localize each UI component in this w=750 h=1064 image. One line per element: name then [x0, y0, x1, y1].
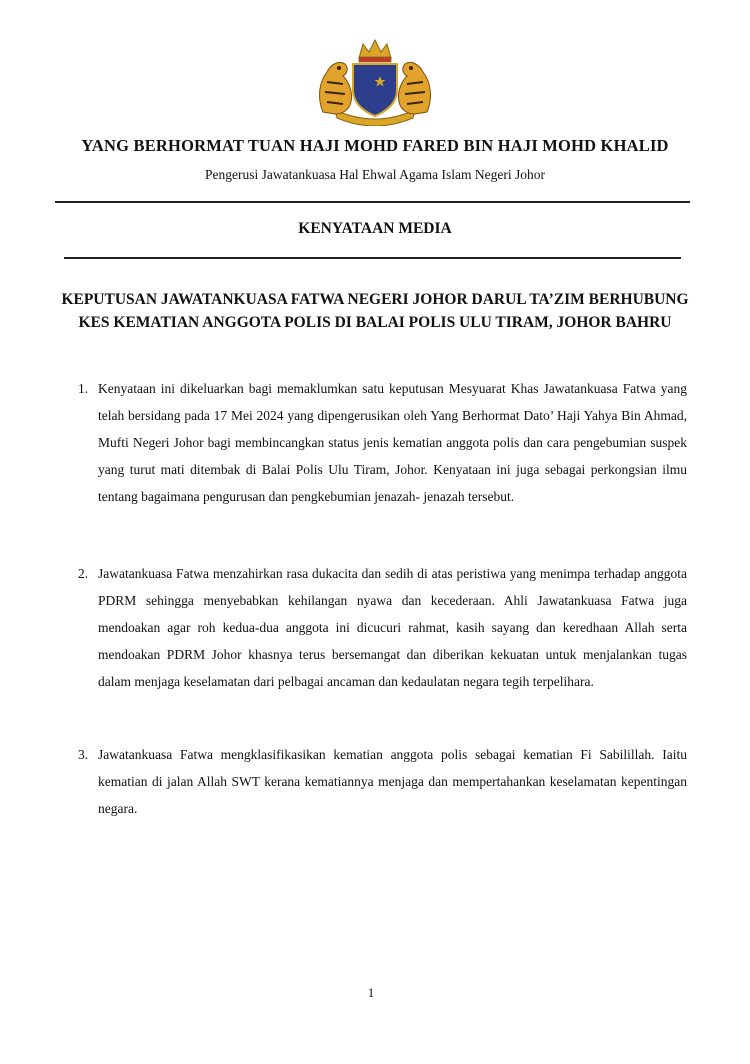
divider-bottom: [64, 257, 681, 259]
paragraph-text: Jawatankuasa Fatwa mengklasifikasikan kematian anggota polis sebagai kematian Fi Sabilillah. Iaitu kematian di jalan Allah SWT kerana kematiannya menjaga dan mempertahankan keselamatan kepentingan negara.: [98, 747, 687, 816]
paragraph-number: 3.: [78, 747, 89, 762]
paragraph-number: 1.: [78, 381, 89, 396]
official-role: Pengerusi Jawatankuasa Hal Ehwal Agama Islam Negeri Johor: [204, 167, 546, 182]
paragraph-text: Jawatankuasa Fatwa menzahirkan rasa dukacita dan sedih di atas peristiwa yang menimpa terhadap anggota PDRM sehingga menyebabkan kehilangan nyawa dan kecederaan. Ahli Jawatankuasa Fatwa juga mendoakan agar roh kedua-dua anggota ini dicucuri rahmat, kasih sayang dan keredhaan Allah serta mendoakan PDRM Johor khasnya terus bersemangat dan diberikan kekuatan untuk menjalankan tugas dalam menjaga keselamatan dari pelbagai ancaman dan kedaulatan negara tegih terpelihara.: [98, 566, 687, 689]
paragraph-text: Kenyataan ini dikeluarkan bagi memaklumkan satu keputusan Mesyuarat Khas Jawatankuasa Fatwa yang telah bersidang pada 17 Mei 2024 yang dipengerusikan oleh Yang Berhormat Dato’ Haji Yahya Bin Ahmad, Mufti Negeri Johor bagi membincangkan status jenis kematian anggota polis dan cara pengebumian suspek yang turut mati ditembak di Balai Polis Ulu Tiram, Johor. Kenyataan ini juga sebagai perkongsian ilmu tentang bagaimana pengurusan dan pengkebumian jenazah- jenazah tersebut.: [98, 381, 687, 504]
document-title: KEPUTUSAN JAWATANKUASA FATWA NEGERI JOHOR DARUL TA’ZIM BERHUBUNG KES KEMATIAN ANGGOTA POLIS DI BALAI POLIS ULU TIRAM, JOHOR BAHRU: [61, 291, 689, 331]
paragraph-2: [78, 560, 687, 695]
document-type: KENYATAAN MEDIA: [298, 220, 452, 237]
page-number: 1: [367, 985, 375, 1000]
johor-coat-of-arms-icon: [313, 38, 437, 126]
divider-top: [55, 201, 690, 203]
official-name: YANG BERHORMAT TUAN HAJI MOHD FARED BIN HAJI MOHD KHALID: [81, 136, 669, 155]
paragraph-3: [78, 741, 687, 822]
paragraph-1: [78, 375, 687, 510]
paragraph-number: 2.: [78, 566, 89, 581]
